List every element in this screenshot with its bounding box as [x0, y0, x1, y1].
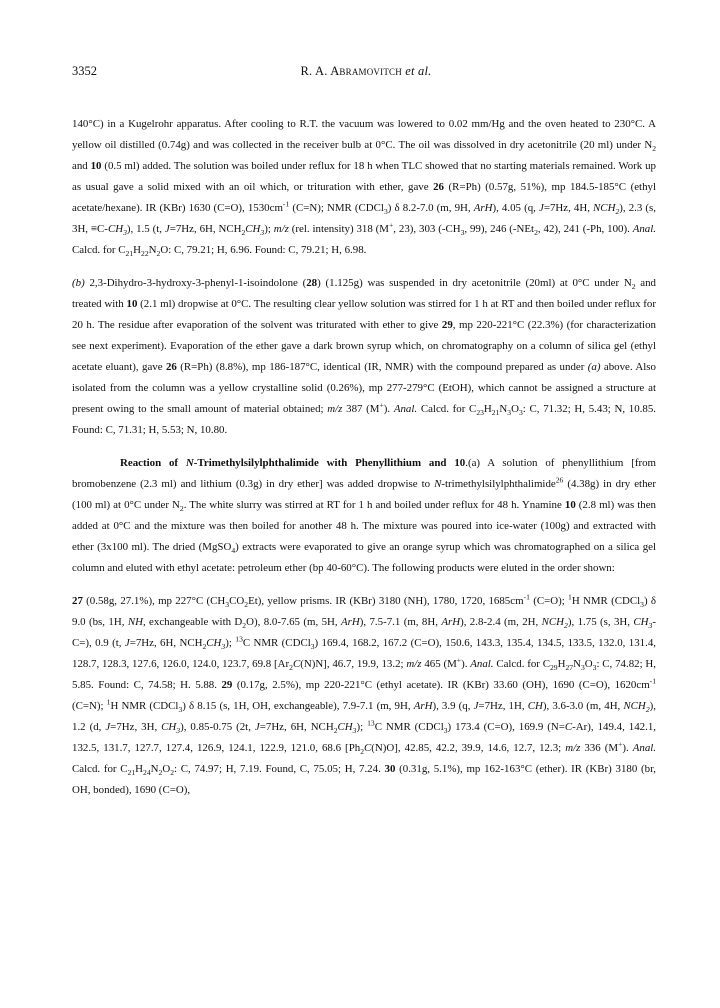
- paragraph-reaction-heading: Reaction of N-Trimethylsilylphthalimide with Phenyllithium and 10.(a) A solution of phenyllithium [from bromobenzene (2.3 ml) and lithium (0.3g) in dry ether] was added dropwise to N-trimethylsilylphthalimide$^{26}$ (4.38g) in dry ether (100 ml) at 0°C under $N_2$. The white slurry was stirred at RT for 1 h and boiled under reflux for 48 h. Ynamine 10 (2.8 ml) was then added at 0°C and the mixture was then boiled for another 48 h. The mixture was poured into ice-water (100g) and extracted with ether (3x100 ml). The dried (MgSO$_4$) extracts were evaporated to give an orange syrup which was chromatographed on a silica gel column and eluted with ethyl acetate: petroleum ether (bp 40-60°C). The following products were eluted in the order shown:: [72, 457, 657, 574]
- paragraph-kugelrohr-procedure: 140°C) in a Kugelrohr apparatus. After cooling to R.T. the vacuum was lowered to 0.02 mm/Hg and the oven heated to 230°C. A yellow oil distilled (0.74g) and was collected in the receiver bulb at 0°C. The oil was dissolved in dry acetonitrile (20 ml) under $N_2$ and 10 (0.5 ml) added. The solution was boiled under reflux for 18 h when TLC showed that no starting materials remained. Work up as usual gave a solid mixed with an oil which, or trituration with ether, gave 26 (R=Ph) (0.57g, 51%), mp 184.5-185°C (ethyl acetate/hexane). IR (KBr) 1630 (C=O), $1530cm^{-1}$ (C=N); NMR (CDCl$_3$) δ 8.2-7.0 (m, 9H, ArH), 4.05 (q, J=7Hz, 4H, $NCH_2$), 2.3 (s, 3H, $\equiv C-CH_3$), 1.5 (t, J=7Hz, 6H, $NCH_2CH_3$); m/z (rel. intensity) 318 (M+, 23), 303 ($-CH_3$, 99), 246 (-NEt$_2$, 42), 241 (-Ph, 100). Anal. Calcd. for $C_{21}H_{22}N_2O$: C, 79.21; H, 6.96. Found: C, 79.21; H, 6.98.: [72, 118, 657, 259]
- compound-29: 29: [441, 319, 453, 331]
- compound-30: 30: [384, 763, 396, 775]
- compound-28: 28: [306, 277, 318, 289]
- compound-10: 10: [126, 298, 138, 310]
- running-head-authors: [72, 64, 660, 79]
- compound-26: 26: [165, 361, 177, 373]
- paragraph-products: 27 (0.58g, 27.1%), mp 227°C $(CH_3CO_2Et)$, yellow prisms. IR (KBr) 3180 (NH), 1780, 1720, $1685cm^{-1}$ (C=O); $^1$H NMR (CDCl$_3$) δ 9.0 (bs, 1H, NH, exchangeable with $D_2O$), 8.0-7.65 (m, 5H, ArH), 7.5-7.1 (m, 8H, ArH), 2.8-2.4 (m, 2H, $NCH_2$), 1.75 (s, 3H, $CH_3-C=$), 0.9 (t, J=7Hz, 6H, $NCH_2CH_3$); $^{13}$C NMR (CDCl$_3$) 169.4, 168.2, 167.2 (C=O), 150.6, 143.3, 135.4, 134.5, 133.5, 132.0, 131.4, 128.7, 128.3, 127.6, 126.0, 124.0, 123.7, 69.8 $[Ar_2C(N)N]$, 46.7, 19.9, 13.2; m/z 465 (M+). Anal. Calcd. for $C_{29}H_{27}N_3O_3$: C, 74.82; H, 5.85. Found: C, 74.58; H. 5.88. 29 (0.17g, 2.5%), mp 220-221°C (ethyl acetate). IR (KBr) 33.60 (OH), 1690 (C=O), $1620cm^{-1}$ (C=N); $^1$H NMR (CDCl$_3$) δ 8.15 (s, 1H, OH, exchangeable), 7.9-7.1 (m, 9H, ArH), 3.9 (q, J=7Hz, 1H, CH), 3.6-3.0 (m, 4H, $NCH_2$), 1.2 (d, J=7Hz, 3H, $CH_3$), 0.85-0.75 (2t, J=7Hz, 6H, $NCH_2CH_3$); $^{13}$C NMR (CDCl$_3$) 173.4 (C=O), 169.9 (N=C-Ar), 149.4, 142.1, 132.5, 131.7, 127.7, 127.4, 126.9, 124.1, 122.9, 121.0, 68.6 $[Ph_2C(N)O]$, 42.85, 42.2, 39.9, 14.6, 12.7, 12.3; m/z 336 (M+). Anal. Calcd. for $C_{21}H_{24}N_2O_2$: C, 74.97; H, 7.19. Found, C, 75.05; H, 7.24. 30 (0.31g, 5.1%), mp 162-163°C (ether). IR (KBr) 3180 (br, OH, bonded), 1690 (C=O),: [72, 592, 657, 796]
- page-number: 3352: [72, 64, 97, 78]
- author-names: R. A. Abramovitch: [300, 64, 402, 78]
- section-heading: Reaction of N-Trimethylsilylphthalimide with Phenyllithium and 10: [120, 457, 466, 469]
- compound-10: 10: [90, 160, 102, 172]
- compound-26: 26: [433, 181, 444, 193]
- et-al: et al.: [405, 64, 432, 78]
- article-body: [72, 114, 656, 801]
- compound-10: 10: [564, 499, 576, 511]
- running-header: [72, 64, 660, 84]
- compound-27: 27: [72, 595, 83, 607]
- paragraph-part-b: (b) 2,3-Dihydro-3-hydroxy-3-phenyl-1-isoindolone (28) (1.125g) was suspended in dry acetonitrile (20ml) at 0°C under $N_2$ and treated with 10 (2.1 ml) dropwise at 0°C. The resulting clear yellow solution was stirred for 1 h at RT and then boiled under reflux for 20 h. The residue after evaporation of the solvent was triturated with ether to give 29, mp 220-221°C (22.3%) (for characterization see next experiment). Evaporation of the ether gave a dark brown syrup which, on chromatography on a column of silica gel (ethyl acetate eluant), gave 26 (R=Ph) (8.8%), mp 186-187°C, identical (IR, NMR) with the compound prepared as under (a) above. Also isolated from the column was a yellow crystalline solid (0.26%), mp 277-279°C (EtOH), which cannot be assigned a structure at present owing to the small amount of material obtained; m/z 387 (M+). Anal. Calcd. for $C_{23}H_{21}N_3O_3$: C, 71.32; H, 5.43; N, 10.85. Found: C, 71.31; H, 5.53; N, 10.80.: [72, 277, 657, 436]
- compound-29: 29: [221, 679, 233, 691]
